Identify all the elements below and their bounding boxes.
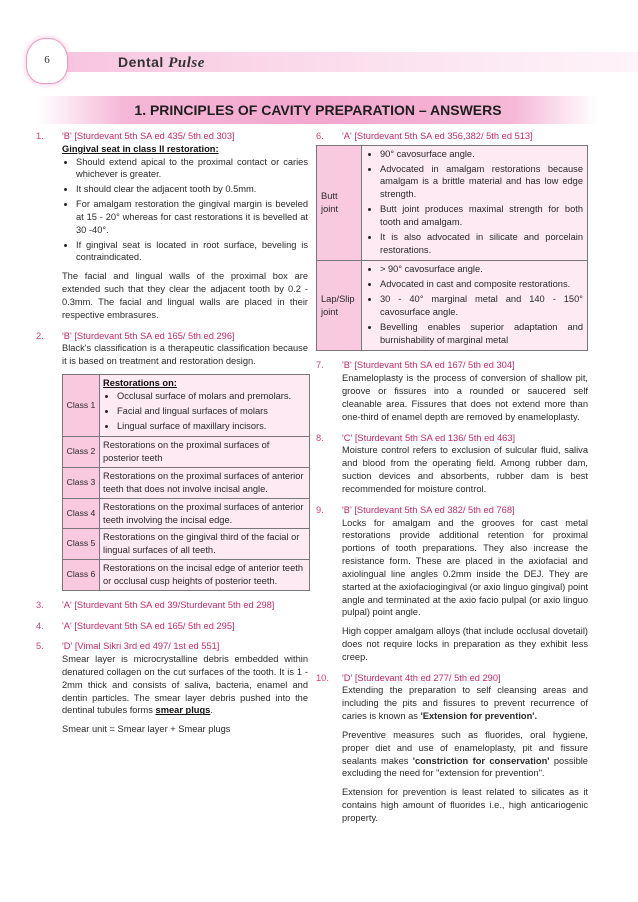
table-row [63, 375, 310, 437]
list-item: • Bevelling enables superior adaptation and burnishability of marginal metal [380, 321, 583, 347]
answer-reference: 'B' [Sturdevant 5th SA ed 382/ 5th ed 768] [342, 504, 515, 515]
paragraph: High copper amalgam alloys (that include occlusal dovetail) does not require locks in preparation as they exhibit less creep. [342, 626, 588, 662]
paragraph-text: Smear layer is microcrystalline debris embedded within denatured collagen on the cut surfaces of the tooth. It is 1 - 2mm thick and consists of saliva, bacteria, enamel and dentin particles. The smear layer debris pushed into the dentinal tubules forms [62, 654, 308, 716]
list-item: • For amalgam restoration the gingival margin is beveled at 15 - 20° whereas for cast restorations it is bevelled at 30 -40°. [76, 198, 308, 236]
page-header [0, 38, 638, 98]
table-row [63, 498, 310, 529]
paragraph: Black's classification is a therapeutic classification because it is based on treatment and restoration design. [62, 343, 308, 367]
class-text: Restorations on the proximal surfaces of posterior teeth [100, 437, 310, 468]
paragraph: Enameloplasty is the process of conversion of shallow pit, groove or fissures into a rounded or saucered self cleanable area. Fissures that does not extend more than one-third of enamel depth are removed by enameloplasty. [342, 373, 588, 422]
answer-8 [316, 432, 588, 496]
subheading: Gingival seat in class II restoration: [62, 143, 219, 154]
joint-label: Butt joint [317, 145, 362, 261]
answer-reference: 'D' [Vimal Sikri 3rd ed 497/ 1st ed 551] [62, 641, 220, 652]
question-number: 2. [36, 330, 44, 341]
answer-reference: 'D' [Sturdevant 4th ed 277/ 5th ed 290] [342, 672, 501, 683]
paragraph [342, 684, 588, 722]
answer-1 [36, 130, 308, 322]
bullet-list [103, 390, 306, 432]
paragraph-text: Extending the preparation to self cleansing areas and including the pits and fissures to prevent recurrence of caries is known as [342, 685, 588, 722]
list-item: • 90° cavosurface angle. [380, 148, 583, 161]
joint-text [362, 261, 588, 351]
question-number: 7. [316, 360, 324, 371]
class-text: Restorations on the incisal edge of anterior teeth or occlusal cusp heights of posterior teeth. [100, 560, 310, 591]
brand-italic: Pulse [168, 55, 205, 71]
list-item: • If gingival seat is located in root surface, beveling is contraindicated. [76, 239, 308, 265]
table-row [317, 261, 588, 351]
table-row [63, 437, 310, 468]
class-text: Restorations on the proximal surfaces of anterior teeth that does not involve incisal angle. [100, 468, 310, 499]
list-item: • Facial and lingual surfaces of molars [117, 405, 306, 418]
bullet-list [62, 156, 308, 265]
answer-reference: 'B' [Sturdevant 5th SA ed 167/ 5th ed 304] [342, 360, 515, 371]
list-item: • Lingual surface of maxillary incisors. [117, 420, 306, 433]
list-item: • Occlusal surface of molars and premolars. [117, 390, 306, 403]
table-heading: Restorations on: [103, 378, 177, 389]
page-title: 1. PRINCIPLES OF CAVITY PREPARATION – ANSWERS [134, 102, 502, 118]
page-number: 6 [44, 54, 50, 66]
joint-label: Lap/Slip joint [317, 261, 362, 351]
paragraph [62, 653, 308, 717]
list-item: • Butt joint produces maximal strength for both tooth and amalgam. [380, 203, 583, 229]
class-label: Class 2 [63, 437, 100, 468]
paragraph: Locks for amalgam and the grooves for cast metal restorations provide additional retention for proximal portions of tooth preparations. They also increase the resistance form. These are placed in the axiofacial and axiolingual line angles 0.2mm inside the DEJ. They are started at the axiofaciogingival (or axio linguo gingival) point angle and terminated at the axio facio pulpal (or axio linguo pulpal) point angle. [342, 517, 588, 618]
list-item: • Advocated in cast and composite restorations. [380, 278, 583, 291]
right-column [316, 130, 588, 833]
question-number: 3. [36, 599, 44, 610]
paragraph [342, 729, 588, 780]
table-row [63, 560, 310, 591]
bold-term: 'constriction for conservation' [412, 755, 550, 766]
paragraph-text: Preventive measures such as fluorides, oral hygiene, proper diet and use of enameloplasty, pit and fissure sealants makes [342, 729, 588, 766]
answer-3 [36, 599, 308, 612]
table-row [63, 529, 310, 560]
title-band [38, 96, 598, 124]
table-row [63, 468, 310, 499]
answer-9 [316, 504, 588, 664]
bullet-list [366, 263, 583, 346]
list-item: • Advocated in amalgam restorations because amalgam is a brittle material and has low edge strength. [380, 163, 583, 201]
answer-reference: 'C' [Sturdevant 5th SA ed 136/ 5th ed 463] [342, 432, 516, 443]
paragraph-end: . [210, 705, 213, 716]
class-text [100, 375, 310, 437]
answer-4 [36, 620, 308, 633]
table-row [317, 145, 588, 261]
paragraph: Extension for prevention is least related to silicates as it contains high amount of fluorides i.e., high anticariogenic property. [342, 787, 588, 823]
brand-text: Dental [118, 54, 169, 70]
answer-reference: 'B' [Sturdevant 5th SA ed 435/ 5th ed 303] [62, 131, 235, 141]
joint-table [316, 145, 588, 352]
class-text: Restorations on the proximal surfaces of anterior teeth involving the incisal edge. [100, 498, 310, 529]
paragraph: Moisture control refers to exclusion of sulcular fluid, saliva and blood from the operating field. Among rubber dam, suction devices and absorbents, rubber dam is best recommended for moisture control. [342, 445, 588, 494]
formula: Smear unit = Smear layer + Smear plugs [62, 724, 231, 735]
brand-name [118, 53, 205, 74]
answer-reference: 'A' [Sturdevant 5th SA ed 165/ 5th ed 295] [62, 620, 235, 631]
class-label: Class 5 [63, 529, 100, 560]
question-number: 6. [316, 131, 324, 141]
question-number: 8. [316, 432, 324, 443]
answer-2 [36, 330, 308, 591]
question-number: 4. [36, 620, 44, 631]
answer-6 [316, 130, 588, 351]
question-number: 9. [316, 504, 324, 515]
left-column [36, 130, 308, 744]
list-item: • It is also advocated in silicate and porcelain restorations. [380, 231, 583, 257]
class-label: Class 4 [63, 498, 100, 529]
joint-text [362, 145, 588, 261]
question-number: 5. [36, 641, 44, 652]
answer-5 [36, 640, 308, 736]
bullet-list [366, 148, 583, 257]
question-number: 10. [316, 672, 329, 683]
class-label: Class 6 [63, 560, 100, 591]
tooth-logo-icon [26, 38, 68, 84]
question-number: 1. [36, 131, 44, 141]
answer-reference: 'A' [Sturdevant 5th SA ed 356,382/ 5th ed 513] [342, 131, 533, 141]
class-label: Class 1 [63, 375, 100, 437]
paragraph-end: possible excluding the need for "extension for prevention". [342, 755, 588, 779]
answer-7 [316, 359, 588, 423]
list-item: • > 90° cavosurface angle. [380, 263, 583, 276]
list-item: • 30 - 40° marginal metal and 140 - 150° cavosurface angle. [380, 293, 583, 319]
classification-table [62, 374, 310, 591]
answer-10 [316, 672, 588, 825]
answer-reference: 'B' [Sturdevant 5th SA ed 165/ 5th ed 296] [62, 330, 235, 341]
class-text: Restorations on the gingival third of the facial or lingual surfaces of all teeth. [100, 529, 310, 560]
bold-term: smear plugs [155, 705, 211, 716]
list-item: • It should clear the adjacent tooth by 0.5mm. [76, 183, 308, 196]
bold-term: 'Extension for prevention'. [420, 711, 538, 722]
answer-reference: 'A' [Sturdevant 5th SA ed 39/Sturdevant 5th ed 298] [62, 599, 275, 610]
class-label: Class 3 [63, 468, 100, 499]
paragraph: The facial and lingual walls of the proximal box are extended such that they clear the adjacent tooth by 0.2 - 0.3mm. The facial and lingual walls are placed in their respective embrasures. [62, 271, 308, 320]
list-item: • Should extend apical to the proximal contact or caries whichever is greater. [76, 156, 308, 182]
